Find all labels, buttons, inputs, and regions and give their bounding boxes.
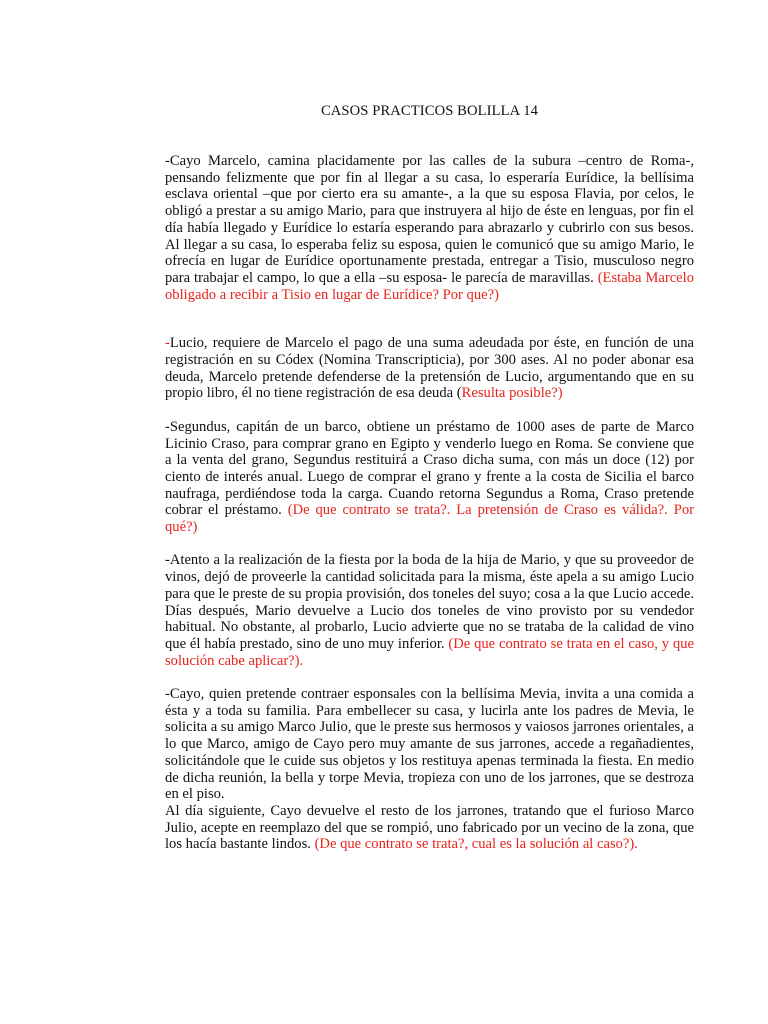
case-dash: - xyxy=(165,335,170,352)
case-text: -Cayo Marcelo, camina placidamente por las calles de la subura –centro de Roma-, pensando felizmente que por fin al llegar a su casa, lo esperaría Eurídice, la bellísima esclava oriental –que por cierto era su amante-, a la que su esposa Flavia, por celos, le obligó a prestar a su amigo Mario, para que instruyera al hijo de éste en lenguas, por fin el día había llegado y Eurídice lo estaría esperando para abrazarlo y cubrirlo con sus besos. Al llegar a su casa, lo esperaba feliz su esposa, quien le comunicó que su amigo Mario, le ofrecía en lugar de Eurídice oportunamente prestada, entregar a Tisio, musculoso negro para trabajar el campo, lo que a ella –su esposa- le parecía de maravillas. xyxy=(165,153,694,286)
case-paragraph-4 xyxy=(165,552,694,669)
paragraph-spacer xyxy=(165,402,694,419)
case-text: -Cayo, quien pretende contraer esponsales con la bellísima Mevia, invita a una comida a ésta y a toda su familia. Para embellecer su casa, y lucirla ante los padres de Mevia, le solicita a su amigo Marco Julio, que le preste sus hermosos y vaiosos jarrones orientales, a lo que Marco, amigo de Cayo pero muy amante de sus jarrones, accede a regañadientes, solicitándole que le cuide sus objetos y los restituya apenas terminada la fiesta. En medio de dicha reunión, la bella y torpe Mevia, tropieza con uno de los jarrones, que se destroza en el piso. xyxy=(165,686,694,803)
case-paragraph-5 xyxy=(165,686,694,803)
case-text: Lucio, requiere de Marcelo el pago de una suma adeudada por éste, en función de una registración en su Códex (Nomina Transcripticia), por 300 ases. Al no poder abonar esa deuda, Marcelo pretende defenderse de la pretensión de Lucio, argumentando que en su propio libro, él no tiene registración de esa deuda ( xyxy=(165,335,694,402)
paragraph-spacer xyxy=(165,303,694,335)
document-page xyxy=(165,102,694,853)
case-text: -Atento a la realización de la fiesta por la boda de la hija de Mario, y que su proveedor de vinos, dejó de proveerle la cantidad solicitada para la misma, éste apela a su amigo Lucio para que le preste de su propia provisión, dos toneles del suyo; cosa a la que Lucio accede. Días después, Mario devuelve a Lucio dos toneles de vino provisto por su vendedor habitual. No obstante, al probarlo, Lucio advierte que no se trataba de la calidad de vino que él había prestado, sino de uno muy inferior. xyxy=(165,552,694,652)
case-paragraph-3 xyxy=(165,419,694,536)
document-title: CASOS PRACTICOS BOLILLA 14 xyxy=(320,103,539,119)
paragraph-spacer xyxy=(165,669,694,686)
case-question: (De que contrato se trata en el caso, y que solución cabe aplicar?). xyxy=(165,635,695,669)
case-paragraph-2 xyxy=(165,335,694,402)
case-question: (Estaba Marcelo obligado a recibir a Tisio en lugar de Eurídice? Por que?) xyxy=(165,269,695,303)
case-question: (De que contrato se trata?. La pretensión de Craso es válida?. Por qué?) xyxy=(165,502,694,536)
case-paragraph-1 xyxy=(165,153,694,303)
case-question: Resulta posible?) xyxy=(461,385,563,402)
case-question: (De que contrato se trata?, cual es la solución al caso?). xyxy=(314,836,638,853)
paragraph-spacer xyxy=(165,536,694,553)
case-text: Al día siguiente, Cayo devuelve el resto de los jarrones, tratando que el furioso Marco Julio, acepte en reemplazo del que se rompió, uno fabricado por un vecino de la zona, que los hacía bastante lindos. xyxy=(165,802,694,853)
case-text: -Segundus, capitán de un barco, obtiene un préstamo de 1000 ases de parte de Marco Licinio Craso, para comprar grano en Egipto y venderlo luego en Roma. Se conviene que a la venta del grano, Segundus restituirá a Craso dicha suma, con más un doce (12) por ciento de interés anual. Luego de comprar el grano y frente a la costa de Sicilia el barco naufraga, perdiéndose toda la carga. Cuando retorna Segundus a Roma, Craso pretende cobrar el préstamo. xyxy=(165,418,694,519)
case-paragraph-5-continued xyxy=(165,803,694,853)
